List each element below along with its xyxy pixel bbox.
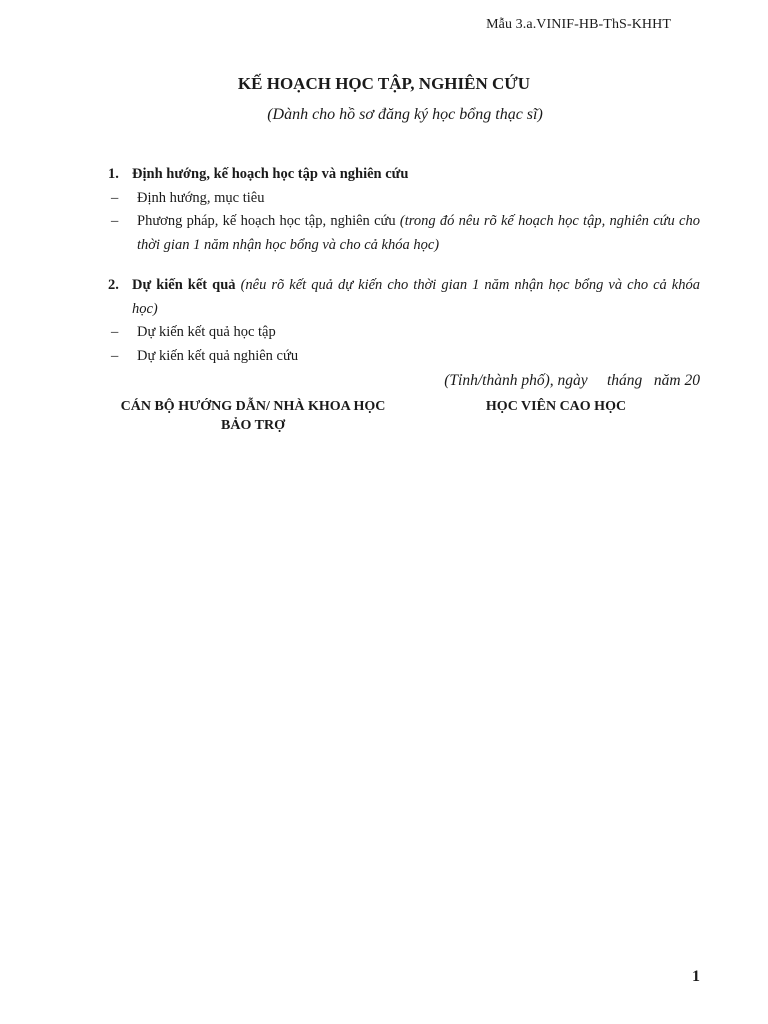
item-text: Phương pháp, kế hoạch học tập, nghiên cứu xyxy=(137,213,400,229)
document-title: KẾ HOẠCH HỌC TẬP, NGHIÊN CỨU xyxy=(237,74,531,93)
list-item xyxy=(108,345,700,369)
section-1 xyxy=(108,163,700,257)
section-heading xyxy=(108,163,700,187)
date-place-line: (Tỉnh/thành phố), ngày tháng năm 20 xyxy=(444,372,700,389)
section-label: Định hướng, kế hoạch học tập và nghiên cứu xyxy=(132,166,409,182)
dash-marker: – xyxy=(111,347,119,364)
list-item xyxy=(108,321,700,345)
page-number: 1 xyxy=(692,968,700,985)
section-heading-text xyxy=(132,163,700,187)
item-text: Định hướng, mục tiêu xyxy=(137,189,265,206)
section-note: (nêu rõ kết quả dự kiến cho thời gian 1 năm nhận học bổng và cho cả khóa học) xyxy=(132,277,700,317)
list-item xyxy=(108,187,700,211)
list-item-text xyxy=(137,210,700,257)
list-item-text xyxy=(137,345,700,369)
form-code: Mẫu 3.a.VINIF-HB-ThS-KHHT xyxy=(486,17,671,32)
section-heading-text xyxy=(132,274,700,321)
document-subtitle: (Dành cho hồ sơ đăng ký học bổng thạc sĩ) xyxy=(267,106,543,123)
dash-marker: – xyxy=(111,324,119,340)
item-text: Dự kiến kết quả học tập xyxy=(137,324,276,340)
section-heading xyxy=(108,274,700,321)
list-item xyxy=(108,210,700,257)
section-2 xyxy=(108,274,700,368)
student-signature-title: HỌC VIÊN CAO HỌC xyxy=(485,399,627,414)
list-item-text xyxy=(137,321,700,345)
section-number: 1. xyxy=(108,166,119,182)
section-number: 2. xyxy=(108,277,119,293)
section-label: Dự kiến kết quả xyxy=(132,277,241,293)
dash-marker: – xyxy=(111,189,119,206)
item-note: (trong đó nêu rõ kế hoạch học tập, nghiên cứu cho thời gian 1 năm nhận học bổng và cho cả khóa học) xyxy=(137,213,700,253)
dash-marker: – xyxy=(111,213,119,229)
advisor-signature-title: CÁN BỘ HƯỚNG DẪN/ NHÀ KHOA HỌC BẢO TRỢ xyxy=(120,399,386,433)
list-item-text xyxy=(137,187,700,211)
item-text: Dự kiến kết quả nghiên cứu xyxy=(137,347,299,364)
